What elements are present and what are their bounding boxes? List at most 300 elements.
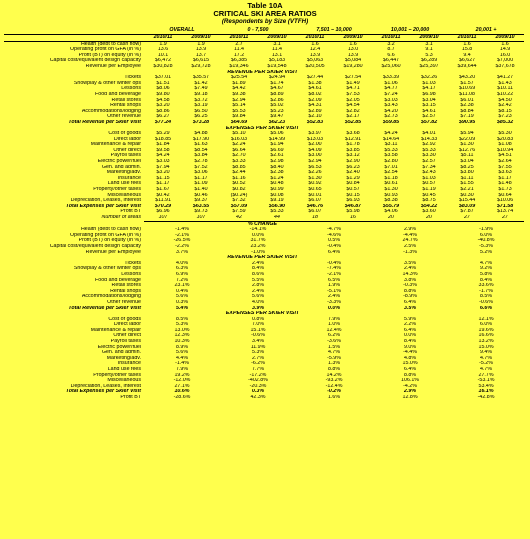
value-cell: $4.61 (308, 86, 322, 92)
value-cell: $0.82 (232, 187, 246, 193)
percent-change-cell: 8.8% (404, 288, 417, 294)
percent-change-cell: -0.2% (327, 389, 341, 395)
season-header: 2010/11 (144, 35, 182, 42)
value-cell: $1.29 (346, 175, 360, 181)
percent-change-cell: 1.6% (327, 395, 341, 400)
percent-change-cell: 3.9% (251, 305, 265, 311)
value-cell: $5.53 (232, 108, 246, 114)
value-cell: $9.37 (194, 198, 208, 204)
percent-change-cell: 5.6% (175, 350, 189, 356)
value-cell: $8.06 (156, 86, 170, 92)
value-cell: $90.95 (458, 119, 476, 125)
value-cell: $2.17 (346, 114, 360, 120)
value-cell: $70.29 (154, 203, 172, 209)
value-cell: $0.45 (422, 192, 436, 198)
value-cell: $24.94 (268, 75, 286, 81)
season-header: 2009/10 (334, 35, 372, 42)
value-cell: $2.44 (232, 170, 246, 176)
value-cell: $0.65 (308, 187, 322, 193)
table-number: Table 10A (247, 1, 283, 10)
value-cell: $2.38 (270, 170, 284, 176)
percent-change-cell: 33.6% (478, 283, 494, 289)
value-cell: $7.94 (156, 164, 170, 170)
percent-change-cell: 4.4% (175, 355, 189, 361)
value-cell: $13.74 (496, 209, 514, 215)
value-cell: $25,060 (381, 63, 401, 69)
value-cell: 13.6 (157, 47, 169, 53)
value-cell: $33.39 (382, 75, 400, 81)
value-cell: $7.23 (498, 114, 512, 120)
value-cell: 17.2 (233, 52, 245, 58)
value-cell: $3.84 (194, 153, 208, 159)
value-cell: $9.73 (194, 209, 208, 215)
value-cell: $20.83 (496, 136, 514, 142)
header-blank-cell (4, 27, 144, 35)
percent-change-cell: 8.4% (251, 266, 265, 272)
percent-change-cell: -3.3% (327, 299, 341, 305)
percent-change-cell: 19.6% (478, 327, 494, 333)
row-label: Depreciation, Leases, Interest (70, 383, 141, 389)
value-cell: 1.6 (463, 41, 471, 47)
value-cell: $4.50 (498, 97, 512, 103)
row-label: Miscellaneous (107, 192, 141, 198)
value-cell: $5,063 (306, 58, 324, 64)
value-cell: $6.96 (156, 209, 170, 215)
percent-change-cell: 5.2% (480, 249, 493, 255)
percent-change-cell: 3.5% (404, 305, 417, 311)
size-group-header: 0 - 7,500 (220, 27, 296, 35)
value-cell: $2.94 (232, 97, 246, 103)
row-label: Accommodations/lodging (81, 108, 141, 114)
percent-change-cell: 27.1% (174, 383, 190, 389)
value-cell: $1.24 (270, 175, 284, 181)
percent-change-cell: 16.1% (478, 389, 494, 395)
value-cell: $14.99 (268, 136, 286, 142)
percent-change-cell: -4.4% (403, 232, 417, 238)
value-cell: $7.19 (460, 114, 474, 120)
percent-change-cell: -0.6% (251, 333, 265, 339)
value-cell: $2.64 (498, 159, 512, 165)
size-group-header: 20,001 + (448, 27, 524, 35)
row-label: Insurance (117, 361, 141, 367)
value-cell: $6.27 (156, 114, 170, 120)
season-header: 2009/10 (486, 35, 524, 42)
value-cell: $2.86 (270, 97, 284, 103)
value-cell: $3.43 (384, 103, 398, 109)
value-cell: $1.19 (422, 187, 436, 193)
value-cell: 8.7 (387, 47, 395, 53)
percent-change-cell: 6.3% (175, 266, 189, 272)
percent-change-cell: 5.3% (251, 350, 265, 356)
value-cell: $7.34 (422, 164, 436, 170)
value-cell: $7.01 (384, 164, 398, 170)
value-cell: ($0.24) (230, 192, 248, 198)
value-cell: $0.48 (270, 181, 284, 187)
value-cell: $10.69 (458, 86, 476, 92)
value-cell: $0.57 (422, 181, 436, 187)
value-cell: $5.23 (270, 108, 284, 114)
value-cell: $6,615 (192, 58, 210, 64)
percent-change-cell: -5.9% (327, 355, 341, 361)
value-cell: $4.24 (384, 131, 398, 137)
value-cell: 12.4 (309, 47, 321, 53)
value-cell: $1.16 (232, 175, 246, 181)
value-cell: $11.91 (155, 198, 171, 204)
value-cell: $6.25 (194, 114, 208, 120)
value-cell: $16.03 (230, 136, 248, 142)
value-cell: $5.94 (460, 131, 474, 137)
row-label: Profit BT (120, 209, 141, 215)
value-cell: 13.7 (195, 52, 207, 58)
value-cell: $19,548 (267, 63, 287, 69)
row-label: Cost of goods (108, 316, 141, 322)
percent-change-cell: 4.0% (251, 299, 265, 305)
value-cell: 27 (486, 215, 524, 221)
value-cell: $1.03 (422, 80, 436, 86)
percent-change-cell: 5.9% (404, 316, 417, 322)
row-label: Marketing/adv. (106, 355, 141, 361)
percent-change-cell: 6.4% (404, 299, 417, 305)
value-cell: $8.75 (422, 198, 436, 204)
value-cell: $3.68 (346, 131, 360, 137)
value-cell: $5.33 (422, 147, 436, 153)
percent-change-cell: 0.5% (327, 238, 341, 244)
value-cell: 1.6 (501, 41, 509, 47)
percent-change-cell: 27.7% (478, 372, 494, 378)
value-cell: $5.02 (270, 103, 284, 109)
value-cell: $46.87 (344, 203, 362, 209)
value-cell: $10.22 (496, 91, 514, 97)
percent-change-cell: 6.6% (480, 305, 493, 311)
row-label: Total Revenue per Skier Visit (68, 305, 141, 311)
value-cell: $3.11 (384, 142, 398, 148)
percent-change-cell: 5.3% (175, 322, 189, 328)
value-cell: $3.63 (498, 170, 512, 176)
row-label: Total Expenses per Skier Visit (65, 203, 141, 209)
percent-change-cell: 2.5% (404, 243, 417, 249)
value-cell: $0.92 (308, 181, 322, 187)
percent-change-cell: 8.4% (480, 277, 493, 283)
value-cell: 14.9 (499, 47, 511, 53)
value-cell: $15.44 (458, 198, 476, 204)
value-cell: 16 (334, 215, 372, 221)
percent-change-cell: 4.0% (175, 260, 189, 266)
value-cell: $3.04 (460, 159, 474, 165)
value-cell: $7.49 (194, 86, 208, 92)
row-label: Total Revenue per Skier Visit (68, 119, 141, 125)
value-cell: $30,828 (153, 63, 173, 69)
value-cell: $5.33 (270, 209, 284, 215)
percent-change-cell: 12.1% (478, 316, 494, 322)
percent-change-cell: 12.3% (174, 333, 190, 339)
percent-change-cell: -1.3% (403, 249, 417, 255)
value-cell: $9.80 (156, 91, 170, 97)
value-cell: 9.1 (425, 47, 433, 53)
percent-change-cell: 6.0% (480, 322, 493, 328)
percent-change-cell: -4.2% (403, 383, 417, 389)
percent-change-cell: -5.2% (479, 361, 493, 367)
value-cell: $1.55 (460, 181, 474, 187)
value-cell: $0.64 (498, 192, 512, 198)
value-cell: $9.58 (156, 147, 170, 153)
value-cell: $6.53 (308, 164, 322, 170)
percent-change-cell: 8.5% (175, 316, 189, 322)
value-cell: $46.76 (306, 203, 324, 209)
value-cell: $5.33 (384, 147, 398, 153)
value-cell: $0.15 (346, 192, 360, 198)
value-cell: $4.24 (156, 153, 170, 159)
percent-change-cell: 6.4% (404, 367, 417, 373)
value-cell: $4.88 (194, 131, 208, 137)
value-cell: $11.08 (459, 91, 475, 97)
value-cell: $55.79 (382, 203, 400, 209)
row-label: Operating profit on GFA (in %) (70, 232, 141, 238)
value-cell: $4.71 (346, 86, 360, 92)
value-cell: $6.23 (346, 164, 360, 170)
percent-change-cell: 15.1% (250, 327, 266, 333)
value-cell: $5.11 (460, 153, 474, 159)
value-cell: $3.06 (194, 170, 208, 176)
row-label: Payroll taxes (110, 153, 141, 159)
value-cell: $8.40 (270, 164, 284, 170)
value-cell: $0.61 (384, 181, 398, 187)
value-cell: $2.10 (308, 114, 322, 120)
section-heading: REVENUE PER SKIER VISIT (227, 255, 298, 261)
value-cell: $4.58 (156, 97, 170, 103)
value-cell: $12.76 (458, 147, 476, 153)
size-group-header: 10,001 – 20,000 (372, 27, 448, 35)
percent-change-cell: 2.4% (251, 288, 265, 294)
percent-change-cell: -402.8% (248, 378, 268, 384)
row-label: Snowplay & other winter ops (73, 80, 141, 86)
value-cell: $4.01 (422, 131, 436, 137)
percent-change-cell: 8.8% (404, 372, 417, 378)
percent-change-cell: 8.5% (480, 294, 493, 300)
value-cell: $3.58 (384, 153, 398, 159)
percent-change-cell: 4.7% (480, 260, 493, 266)
value-cell: $12.91 (344, 136, 362, 142)
percent-change-cell: 2.7% (251, 355, 265, 361)
row-label: Rental shops (110, 103, 141, 109)
percent-change-cell: 15.0% (478, 344, 494, 350)
row-label: Property/other taxes (93, 372, 141, 378)
row-label: Property/other taxes (93, 187, 141, 193)
value-cell: $2.92 (422, 142, 436, 148)
ratios-table (4, 27, 524, 401)
value-cell: $85.32 (496, 119, 514, 125)
percent-change-cell: 13.0% (174, 327, 190, 333)
percent-change-cell: 3.7% (175, 249, 189, 255)
value-cell: $4.54 (346, 103, 360, 109)
value-cell: $7.52 (194, 164, 208, 170)
value-cell: $2.61 (270, 153, 284, 159)
percent-change-cell: -0.3% (403, 283, 417, 289)
value-cell: 3.1 (425, 41, 433, 47)
value-cell: 20 (372, 215, 410, 221)
value-cell: $5.14 (232, 103, 246, 109)
value-cell: $18.85 (154, 136, 172, 142)
value-cell: $62.23 (268, 119, 286, 125)
row-label: Depreciation, Leases, Interest (70, 198, 141, 204)
percent-change-cell: 2.2% (404, 322, 417, 328)
percent-change-cell: 3.8% (404, 277, 417, 283)
row-label: Tickets (124, 260, 141, 266)
row-label: Profit BT (120, 395, 141, 400)
value-cell: 3.2 (387, 41, 395, 47)
row-label: Food and beverage (95, 277, 141, 283)
season-header: 2009/10 (410, 35, 448, 42)
value-cell: $1.38 (308, 80, 322, 86)
season-header: 2010/11 (296, 35, 334, 42)
percent-change-cell: 24.7% (402, 238, 418, 244)
percent-change-cell: 4.7% (480, 367, 493, 373)
percent-change-cell: 1.0% (327, 322, 341, 328)
value-cell: $7.53 (346, 91, 360, 97)
value-cell: $1.17 (498, 175, 512, 181)
value-cell: 13.9 (195, 47, 207, 53)
row-label: Gen. and admin. (101, 164, 141, 170)
percent-change-cell: 1.9% (327, 283, 341, 289)
row-label: Other direct (113, 333, 141, 339)
percent-change-cell: 2.9% (404, 389, 417, 395)
section-heading: % CHANGE (247, 221, 278, 227)
percent-change-cell: 53.4% (478, 383, 494, 389)
percent-change-cell: -12.4% (325, 383, 343, 389)
value-cell: $29,728 (191, 63, 211, 69)
value-cell: $6.98 (422, 91, 436, 97)
percent-change-cell: 2.4% (251, 260, 265, 266)
value-cell: $1.49 (346, 80, 360, 86)
value-cell: $2.38 (460, 103, 474, 109)
value-cell: $8.38 (384, 198, 398, 204)
value-cell: $52.83 (306, 119, 324, 125)
row-label: Revenue per Employee (85, 63, 141, 69)
row-label: Other revenue (107, 114, 141, 120)
percent-change-cell: 7.0% (251, 322, 265, 328)
value-cell: $2.89 (308, 108, 322, 114)
value-cell: $1.67 (156, 187, 170, 193)
value-cell: $6.50 (194, 108, 208, 114)
value-cell: $63.55 (192, 203, 210, 209)
section-heading: EXPENSES PER SKIER VISIT (225, 125, 300, 131)
value-cell: $5.30 (498, 131, 512, 137)
row-label: Retail stores (111, 97, 141, 103)
value-cell: $6,385 (230, 58, 248, 64)
value-cell: $1.89 (232, 80, 246, 86)
percent-change-cell: 10.3% (174, 339, 190, 345)
size-group-header: 7,501 – 10,000 (296, 27, 372, 35)
value-cell: $0.84 (346, 181, 360, 187)
percent-change-cell: -12.0% (173, 378, 191, 384)
value-cell: $4.61 (422, 108, 436, 114)
value-cell: $1.09 (194, 181, 208, 187)
value-cell: 1.6 (311, 41, 319, 47)
percent-change-cell: 0.8% (251, 316, 265, 322)
value-cell: $57.09 (230, 203, 248, 209)
value-cell: $2.70 (232, 153, 246, 159)
value-cell: $7.32 (232, 198, 246, 204)
value-cell: $1.42 (194, 80, 208, 86)
value-cell: $3.00 (308, 153, 322, 159)
percent-change-cell: -28.6% (173, 395, 191, 400)
value-cell: $0.57 (346, 187, 360, 193)
percent-change-cell: 3.5% (404, 260, 417, 266)
percent-change-cell: 7.9% (175, 367, 189, 373)
value-cell: $1.17 (156, 181, 170, 187)
value-cell: $4.09 (308, 147, 322, 153)
table-body (4, 27, 524, 401)
value-cell: $37,678 (495, 63, 515, 69)
value-cell: $6,447 (382, 58, 400, 64)
value-cell: $2.00 (308, 142, 322, 148)
value-cell: $1.30 (460, 142, 474, 148)
row-label: Direct labor (113, 136, 141, 142)
row-label: Land use fees (107, 367, 141, 373)
value-cell: $2.82 (346, 108, 360, 114)
season-header: 2010/11 (372, 35, 410, 42)
percent-change-cell: -5.1% (327, 288, 341, 294)
value-cell: $3.20 (156, 103, 170, 109)
value-cell: $3.19 (194, 103, 208, 109)
value-cell: 13.0 (347, 47, 359, 53)
value-cell: $19,280 (343, 63, 363, 69)
value-cell: $1.84 (156, 142, 170, 148)
value-cell: 1.9 (197, 41, 205, 47)
row-label: Electric power/fuel (97, 159, 141, 165)
value-cell: $5.10 (232, 131, 246, 137)
value-cell: 16.0 (499, 52, 511, 58)
row-label: Food and beverage (95, 91, 141, 97)
row-label: Profit (BT) on equity (in %) (78, 52, 141, 58)
percent-change-cell: 1.5% (327, 344, 341, 350)
percent-change-cell: -1.0% (251, 249, 265, 255)
percent-change-cell: 15.0% (402, 361, 418, 367)
percent-change-cell: 9.2% (480, 266, 493, 272)
percent-change-cell: 0.0% (327, 305, 341, 311)
value-cell: $6.69 (270, 147, 284, 153)
value-cell: $52.85 (344, 119, 362, 125)
value-cell: $1.78 (346, 142, 360, 148)
value-cell: $1.48 (498, 181, 512, 187)
value-cell: $25,397 (419, 63, 439, 69)
value-cell: $43.20 (458, 75, 476, 81)
percent-change-cell: 3.4% (251, 339, 265, 345)
percent-change-cell: 6.4% (404, 327, 417, 333)
value-cell: $9.18 (194, 91, 208, 97)
value-cell: $3.03 (384, 97, 398, 103)
percent-change-cell: -4.6% (327, 232, 341, 238)
percent-change-cell: 8.6% (251, 271, 265, 277)
value-cell: $57.82 (420, 119, 438, 125)
percent-change-cell: -42.8% (477, 395, 495, 400)
row-label: Total Expenses per Skier Visit (65, 389, 141, 395)
value-cell: $10.11 (497, 86, 513, 92)
season-header-row (4, 35, 524, 42)
value-cell: $2.42 (498, 103, 512, 109)
value-cell: $0.42 (156, 192, 170, 198)
value-cell: $83.09 (458, 203, 476, 209)
value-cell: $0.30 (460, 192, 474, 198)
percent-change-cell: 0.0% (251, 232, 265, 238)
value-cell: $7.87 (460, 209, 474, 215)
percent-change-cell: -53.1% (477, 378, 495, 384)
value-cell: $4.31 (308, 103, 322, 109)
value-cell: $8.84 (460, 108, 474, 114)
value-cell: $27.44 (306, 75, 324, 81)
value-cell: 20 (410, 215, 448, 221)
value-cell: $1.74 (270, 80, 284, 86)
value-cell: $2.78 (194, 159, 208, 165)
